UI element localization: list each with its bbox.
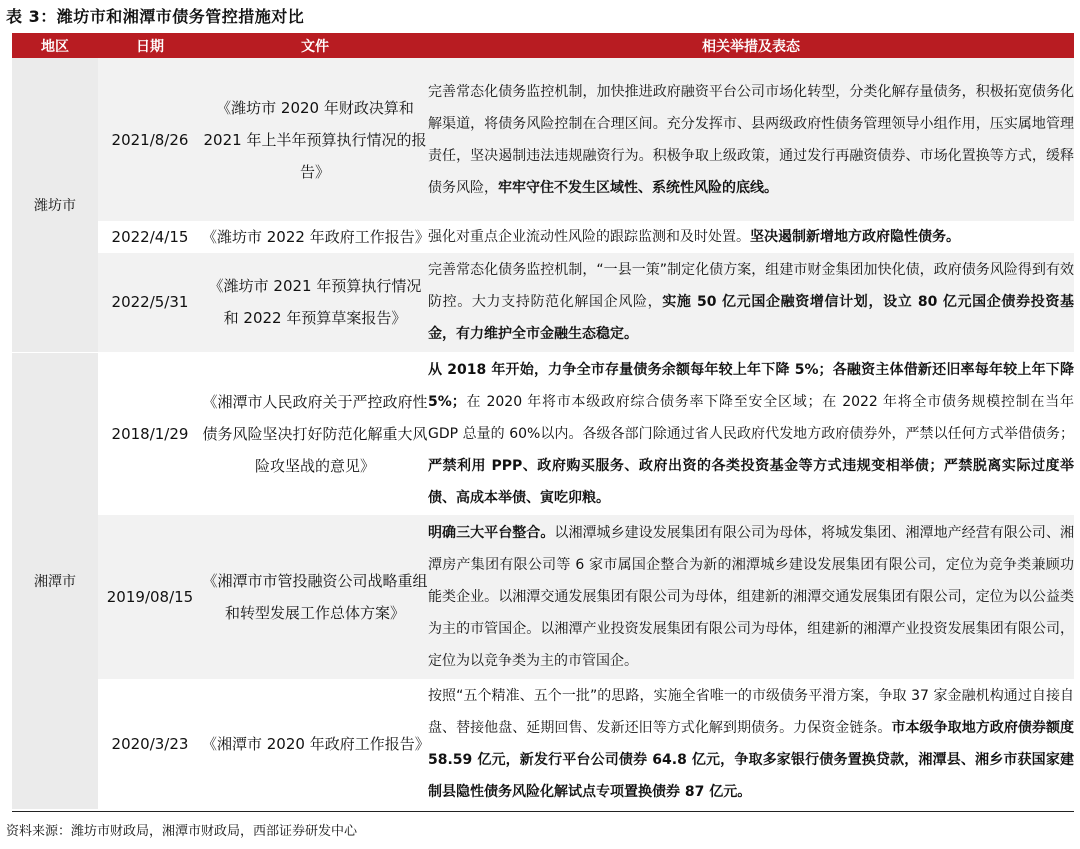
table-row — [12, 679, 1074, 809]
body-text: 完善常态化债务监控机制，“一县一策”制定化债方案，组建市财金集团加快化债，政府债务风险得到有效防控。大力支持防范化解国企风险， — [428, 262, 1074, 311]
emphasis-text: 牢牢守住不发生区域性、系统性风险的底线。 — [498, 179, 778, 196]
content-cell — [428, 679, 1074, 809]
table-row — [12, 515, 1074, 679]
document-cell: 《湘潭市人民政府关于严控政府性债务风险坚决打好防范化解重大风险攻坚战的意见》 — [202, 392, 428, 475]
body-text: 强化对重点企业流动性风险的跟踪监测和及时处置。 — [428, 229, 750, 245]
document-cell: 《潍坊市 2020 年财政决算和 2021 年上半年预算执行情况的报告》 — [202, 58, 428, 221]
content-cell — [428, 515, 1074, 679]
body-text: 按照“五个精准、五个一批”的思路，实施全省唯一的市级债务平滑方案，争取 37 家金融机构通过自接自盘、替接他盘、延期回售、发新还旧等方式化解到期债务。力保资金链条。 — [428, 688, 1074, 736]
region-cell-xiangtan: 湘潭市 — [12, 352, 98, 809]
debt-control-table — [12, 33, 1074, 809]
date-cell: 2020/3/23 — [111, 735, 189, 753]
date-cell: 2022/5/31 — [98, 253, 202, 352]
table-row — [12, 221, 1074, 253]
emphasis-text: 明确三大平台整合。 — [428, 525, 555, 541]
emphasis-text: 实施 50 亿元国企融资增信计划，设立 80 亿元国企债券投资基金，有力维护全市金融生态稳定。 — [428, 294, 1074, 343]
body-text: 完善常态化债务监控机制，加快推进政府融资平台公司市场化转型，分类化解存量债务，积极拓宽债务化解渠道，将债务风险控制在合理区间。充分发挥市、县两级政府性债务管理领导小组作用，压实属地管理责任，坚决遏制违法违规融资行为。积极争取上级政策，通过发行再融资债券、市场化置换等方式，缓释债务风险， — [428, 83, 1074, 196]
content-cell — [428, 253, 1074, 352]
table-row — [12, 352, 1074, 515]
region-cell-weifang: 潍坊市 — [12, 58, 98, 352]
date-cell: 2022/4/15 — [111, 228, 189, 246]
body-text: 以湘潭城乡建设发展集团有限公司为母体，将城发集团、湘潭地产经营有限公司、湘潭房产集团有限公司等 6 家市属国企整合为新的湘潭城乡建设发展集团有限公司，定位为竞争类兼顾功能类企业。以湘潭交通发展集团有限公司为母体，组建新的湘潭交通发展集团有限公司，定位为以公益类为主的市管国企。以湘潭产业投资发展集团有限公司为母体，组建新的湘潭产业投资发展集团有限公司，定位为以竞争类为主的市管国企。 — [428, 525, 1075, 669]
date-cell: 2019/08/15 — [98, 515, 202, 679]
body-text: 在 2020 年将市本级政府综合债务率下降至安全区域；在 2022 年将全市债务规模控制在当年 GDP 总量的 60%以内。各级各部门除通过省人民政府代发地方政府债券外，严禁以任何方式举借债务； — [428, 393, 1074, 442]
document-cell: 《湘潭市市管投融资公司战略重组和转型发展工作总体方案》 — [202, 515, 428, 679]
content-cell — [428, 221, 1074, 253]
header-region: 地区 — [12, 33, 98, 58]
table-caption: 表 3：潍坊市和湘潭市债务管控措施对比 — [6, 7, 305, 26]
table-row — [12, 253, 1074, 352]
table-row — [12, 58, 1074, 221]
date-cell: 2021/8/26 — [98, 58, 202, 221]
source-note: 资料来源：潍坊市财政局，湘潭市财政局，西部证券研发中心 — [6, 824, 358, 839]
header-content: 相关举措及表态 — [428, 33, 1074, 58]
emphasis-text: 严禁利用 PPP、政府购买服务、政府出资的各类投资基金等方式违规变相举债；严禁脱离实际过度举债、高成本举债、寅吃卯粮。 — [428, 457, 1074, 506]
emphasis-text: 市本级争取地方政府债券额度 58.59 亿元，新发行平台公司债券 64.8 亿元，争取多家银行债务置换贷款，湘潭县、湘乡市获国家建制县隐性债务风险化解试点专项置换债券 87 亿元。 — [428, 720, 1075, 800]
content-cell — [428, 58, 1074, 221]
table-bottom-rule — [12, 811, 1074, 812]
emphasis-text: 从 2018 年开始，力争全市存量债务余额每年较上年下降 5%；各融资主体借新还旧率每年较上年下降 5%； — [428, 361, 1074, 410]
content-cell — [428, 352, 1074, 515]
document-cell: 《湘潭市 2020 年政府工作报告》 — [202, 735, 430, 753]
document-cell: 《潍坊市 2021 年预算执行情况和 2022 年预算草案报告》 — [202, 253, 428, 352]
emphasis-text: 坚决遏制新增地方政府隐性债务。 — [750, 229, 960, 245]
header-date: 日期 — [98, 33, 202, 58]
date-cell: 2018/1/29 — [111, 424, 189, 443]
table-header-row — [12, 33, 1074, 58]
document-cell: 《潍坊市 2022 年政府工作报告》 — [202, 228, 430, 246]
header-doc: 文件 — [202, 33, 428, 58]
